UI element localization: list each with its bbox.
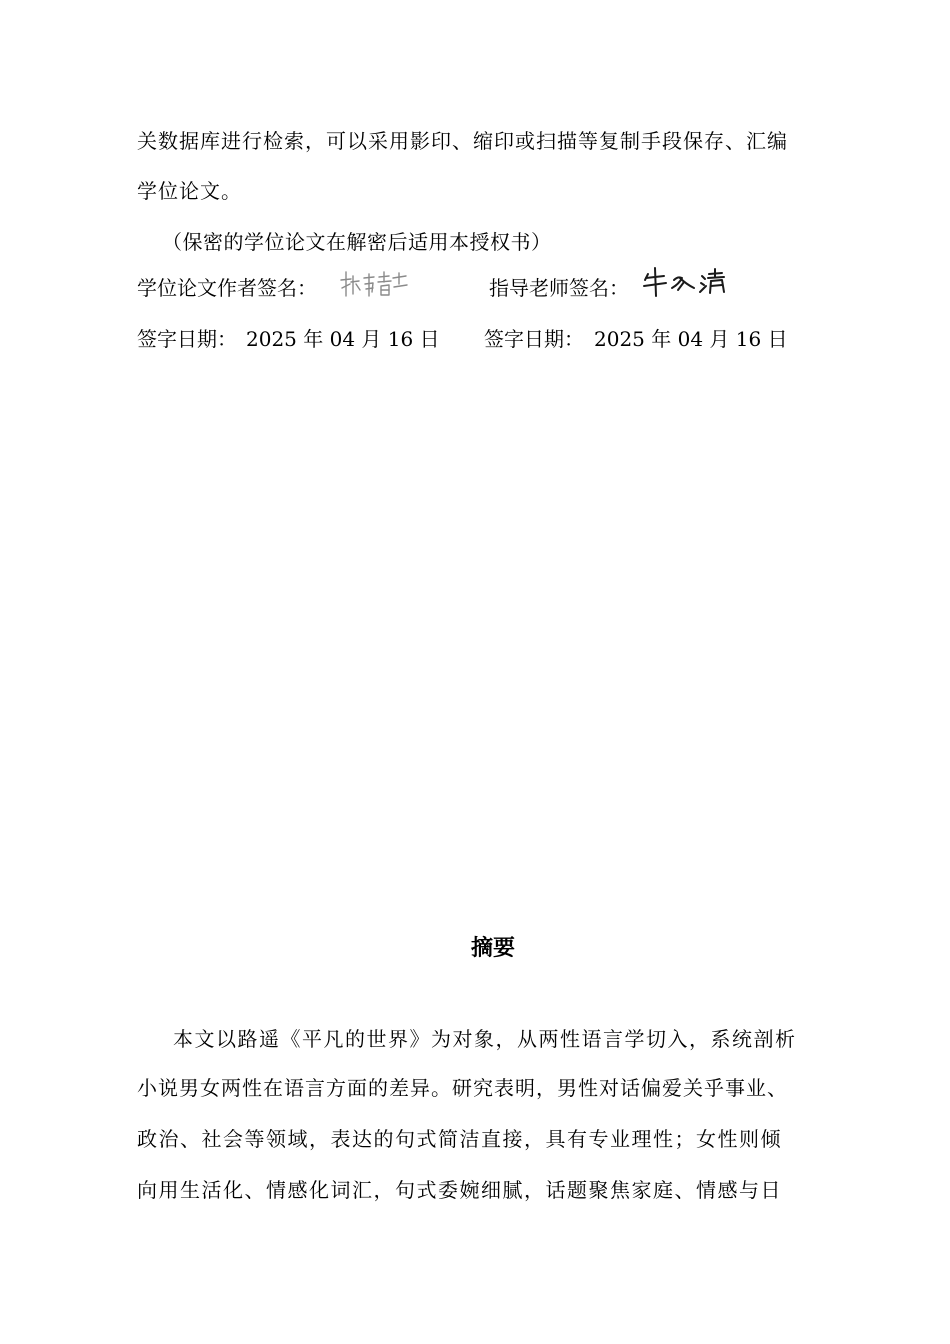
advisor-date-label: 签字日期： xyxy=(484,327,584,351)
abstract-line-3: 政治、社会等领域，表达的句式简洁直接，具有专业理性；女性则倾 xyxy=(137,1127,782,1151)
abstract-line-2: 小说男女两性在语言方面的差异。研究表明，男性对话偏爱关乎事业、 xyxy=(137,1076,788,1100)
abstract-line-1: 本文以路遥《平凡的世界》为对象，从两性语言学切入，系统剖析 xyxy=(173,1027,797,1051)
abstract-title: 摘要 xyxy=(470,936,515,961)
author-handwritten-signature xyxy=(337,268,411,302)
advisor-handwritten-signature xyxy=(642,264,734,300)
author-date-value: 2025 年 04 月 16 日 xyxy=(246,327,440,351)
date-row xyxy=(137,325,837,355)
authorization-text-line-1: 关数据库进行检索，可以采用影印、缩印或扫描等复制手段保存、汇编 xyxy=(137,129,788,153)
abstract-line-4: 向用生活化、情感化词汇，句式委婉细腻，话题聚焦家庭、情感与日 xyxy=(137,1178,782,1202)
authorization-text-line-2: 学位论文。 xyxy=(137,179,242,203)
confidential-note: （保密的学位论文在解密后适用本授权书） xyxy=(162,230,552,254)
author-signature-label: 学位论文作者签名： xyxy=(137,276,317,300)
advisor-signature-label: 指导老师签名： xyxy=(489,276,629,300)
author-date-label: 签字日期： xyxy=(137,327,237,351)
advisor-date-value: 2025 年 04 月 16 日 xyxy=(594,327,788,351)
signature-row xyxy=(137,274,837,308)
